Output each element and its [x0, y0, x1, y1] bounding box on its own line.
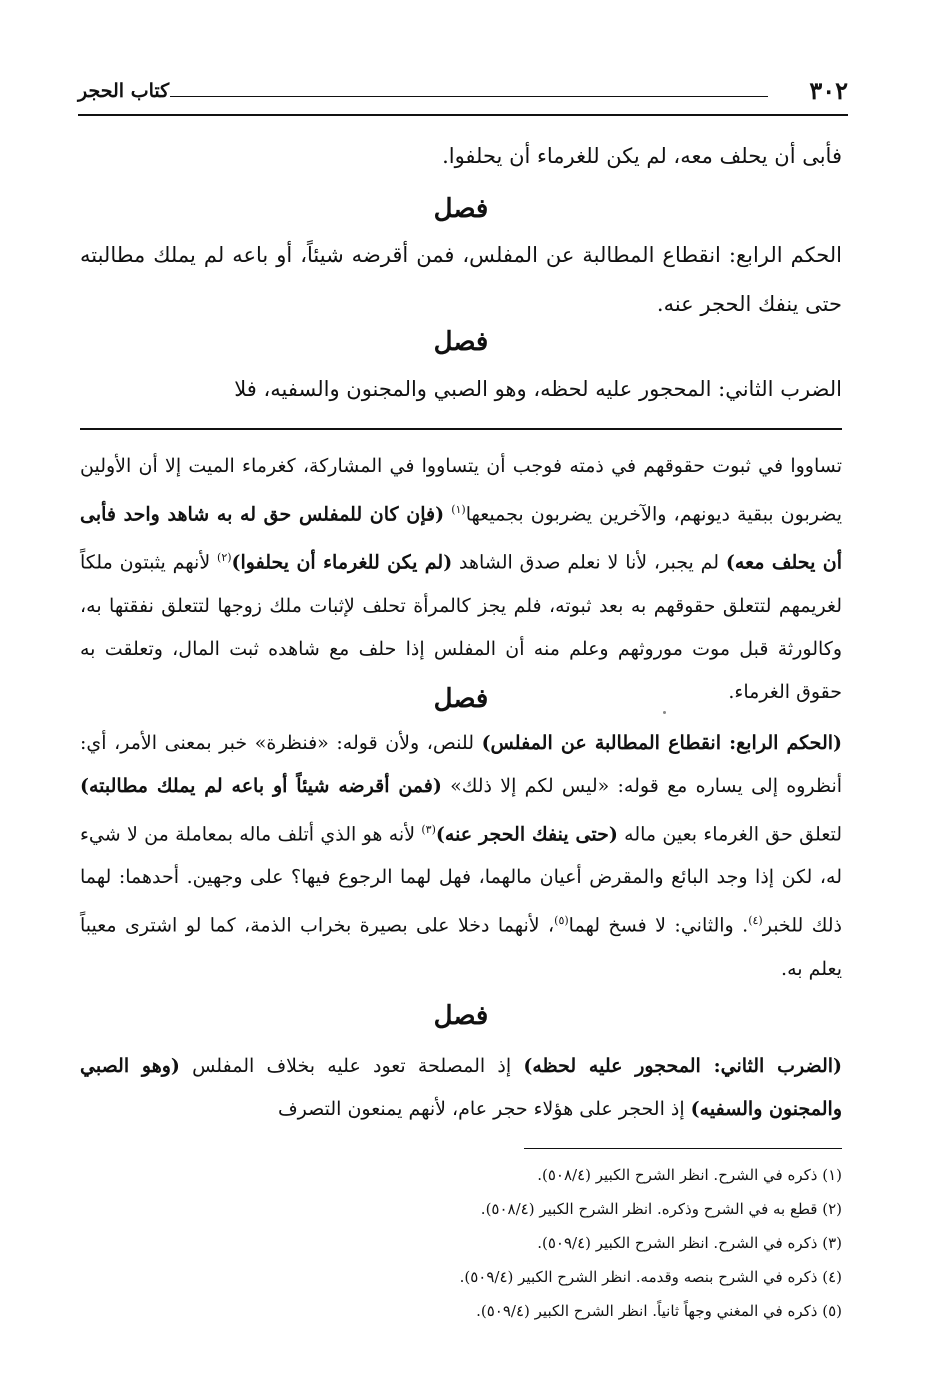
- matn-paragraph-3: الضرب الثاني: المحجور عليه لحظه، وهو الصبي والمجنون والسفيه، فلا: [234, 377, 842, 401]
- sharh-text: للنص، ولأن قوله: «فنظرة» خبر بمعنى الأمر، أي: أنظروه إلى يساره مع قوله: «ليس لكم إلا ذلك»: [80, 732, 843, 797]
- footnote-ref: (١): [451, 503, 466, 516]
- sharh-text: لم يجبر، لأنا لا نعلم صدق الشاهد: [452, 551, 726, 574]
- sharh-text: لتعلق حق الغرماء بعين ماله: [617, 823, 843, 846]
- section-heading: فصل: [433, 1001, 489, 1031]
- footnote-4: (٤) ذكره في الشرح بنصه وقدمه. انظر الشرح الكبير (٥٠٩/٤).: [459, 1268, 842, 1286]
- sharh-paragraph-3: [80, 1045, 842, 1131]
- sharh-paragraph-2: [80, 722, 842, 991]
- quoted-matn: (الضرب الثاني: المحجور عليه لحظه): [523, 1055, 843, 1077]
- sharh-text: تساووا في ثبوت حقوقهم في ذمته فوجب أن يتساووا في المشاركة، كغرماء الميت إلا أن الأولين يضربون ببقية ديونهم، والآخرين يضربون بجميعها: [80, 455, 842, 526]
- quoted-matn: (وهو الصبي والمجنون والسفيه): [80, 1055, 842, 1120]
- quoted-matn: (لم يكن للغرماء أن يحلفوا): [231, 551, 453, 574]
- matn-sharh-divider: [80, 428, 842, 430]
- footnote-ref: (٢): [217, 551, 232, 565]
- footnote-5: (٥) ذكره في المغني وجهاً ثانياً. انظر الشرح الكبير (٥٠٩/٤).: [476, 1302, 842, 1320]
- quoted-matn: (فمن أقرضه شيئاً أو باعه لم يملك مطالبته): [80, 775, 442, 797]
- quoted-matn: (فإن كان للمفلس حق له به شاهد واحد فأبى أن يحلف معه): [80, 503, 842, 574]
- quoted-matn: (حتى ينفك الحجر عنه): [435, 823, 618, 846]
- header-rule: [170, 96, 768, 97]
- print-speck: [663, 711, 666, 714]
- footnote-2: (٢) قطع به في الشرح وذكره. انظر الشرح الكبير (٥٠٨/٤).: [480, 1200, 842, 1218]
- footnote-3: (٣) ذكره في الشرح. انظر الشرح الكبير (٥٠٩/٤).: [537, 1234, 842, 1252]
- section-heading: فصل: [433, 194, 489, 224]
- quoted-matn: (الحكم الرابع: انقطاع المطالبة عن المفلس): [481, 732, 842, 754]
- book-title: كتاب الحجر: [78, 80, 170, 102]
- footnote-ref: (٣): [421, 823, 436, 836]
- matn-paragraph-2: الحكم الرابع: انقطاع المطالبة عن المفلس، فمن أقرضه شيئاً، أو باعه لم يملك مطالبته حتى ينفك الحجر عنه.: [80, 243, 842, 316]
- sharh-text: . والثاني: لا فسخ لهما: [568, 914, 749, 937]
- page-number: ٣٠٢: [809, 76, 848, 105]
- sharh-text: إذ المصلحة تعود عليه بخلاف المفلس: [179, 1055, 524, 1077]
- sharh-text: ، لأنهما دخلا على بصيرة بخراب الذمة، كما لو اشترى معيباً يعلم به.: [80, 914, 842, 980]
- header-underline: [78, 114, 848, 116]
- footnotes: [80, 1158, 842, 1328]
- matn-paragraph-1: فأبى أن يحلف معه، لم يكن للغرماء أن يحلفوا.: [442, 144, 842, 168]
- sharh-text: لأنهم يثبتون ملكاً لغريمهم لتتعلق حقوقهم به بعد ثبوته، فلم يجز كالمرأة تحلف لإثبات ملك زوجها لتتعلق نفقتها به، وكالورثة قبل موت موروثهم وعلم منه أن المفلس إذا حلف مع شاهده ثبت المال، وتعلقت به حقوق الغرماء.: [80, 551, 842, 703]
- footnote-ref: (٤): [748, 914, 763, 928]
- running-header: [78, 76, 848, 116]
- sharh-paragraph-1: [80, 445, 842, 714]
- section-heading: فصل: [433, 327, 489, 357]
- sharh-text: إذ الحجر على هؤلاء حجر عام، لأنهم يمنعون التصرف: [277, 1098, 691, 1120]
- footnote-divider: [524, 1148, 842, 1149]
- footnote-ref: (٥): [554, 914, 569, 928]
- sharh-text: لأنه هو الذي أتلف ماله بمعاملة من لا شيء له، لكن إذا وجد البائع والمقرض أعيان مالهما، فهل لهما الرجوع فيها؟ على وجهين. أحدهما: لهما ذلك للخبر: [80, 823, 842, 937]
- footnote-1: (١) ذكره في الشرح. انظر الشرح الكبير (٥٠٨/٤).: [537, 1166, 842, 1184]
- section-heading: فصل: [433, 684, 489, 714]
